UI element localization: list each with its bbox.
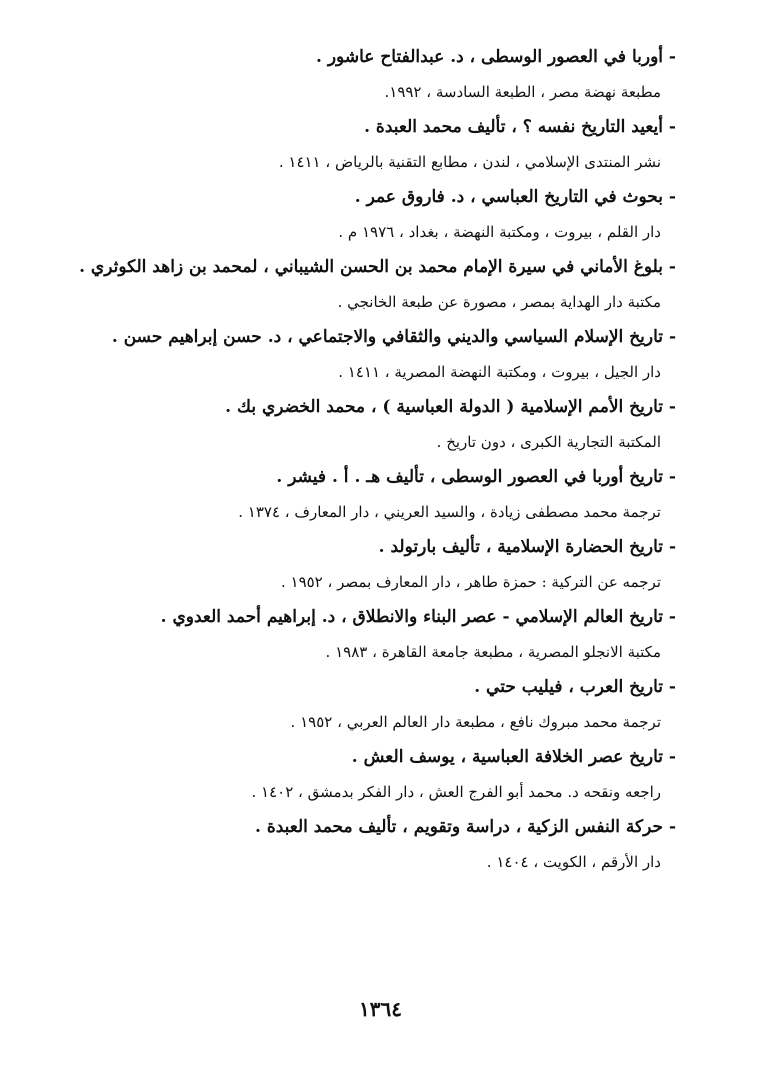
bibliography-entry bbox=[136, 110, 676, 180]
entry-publication: ترجمة محمد مبروك نافع ، مطبعة دار العالم العربي ، ١٩٥٢ . bbox=[290, 713, 661, 731]
entry-title: - أوربا في العصور الوسطى ، د. عبدالفتاح عاشور . bbox=[316, 47, 676, 67]
bibliography-entry bbox=[79, 250, 676, 320]
page-number: ١٣٦٤ bbox=[359, 997, 402, 1021]
entry-publication: مطبعة نهضة مصر ، الطبعة السادسة ، ١٩٩٢. bbox=[384, 83, 661, 101]
entry-title: - أيعيد التاريخ نفسه ؟ ، تأليف محمد العبدة . bbox=[364, 117, 676, 137]
entry-title: - تاريخ العالم الإسلامي - عصر البناء والانطلاق ، د. إبراهيم أحمد العدوي . bbox=[160, 607, 676, 627]
entry-publication: ترجمه عن التركية : حمزة طاهر ، دار المعارف بمصر ، ١٩٥٢ . bbox=[280, 573, 661, 591]
entry-title: - تاريخ الأمم الإسلامية ( الدولة العباسية ) ، محمد الخضري بك . bbox=[225, 397, 676, 417]
entry-title: - بحوث في التاريخ العباسي ، د. فاروق عمر . bbox=[354, 187, 676, 207]
entry-publication: ترجمة محمد مصطفى زيادة ، والسيد العريني ، دار المعارف ، ١٣٧٤ . bbox=[238, 503, 661, 521]
bibliography-entry bbox=[136, 530, 676, 600]
entry-publication: دار الجيل ، بيروت ، ومكتبة النهضة المصرية ، ١٤١١ . bbox=[338, 363, 661, 381]
entry-publication: دار القلم ، بيروت ، ومكتبة النهضة ، بغداد ، ١٩٧٦ م . bbox=[338, 223, 661, 241]
bibliography-entry bbox=[136, 600, 676, 670]
bibliography-entry bbox=[136, 810, 676, 880]
entry-publication: المكتبة التجارية الكبرى ، دون تاريخ . bbox=[436, 433, 661, 451]
entry-publication: راجعه ونقحه د. محمد أبو الفرج العش ، دار الفكر بدمشق ، ١٤٠٢ . bbox=[251, 783, 661, 801]
entry-title: - تاريخ الحضارة الإسلامية ، تأليف بارتولد . bbox=[378, 537, 676, 557]
bibliography-entry bbox=[136, 390, 676, 460]
entry-publication: دار الأرقم ، الكويت ، ١٤٠٤ . bbox=[486, 853, 661, 871]
entry-publication: مكتبة دار الهداية بمصر ، مصورة عن طبعة الخانجي . bbox=[337, 293, 661, 311]
entry-title: - بلوغ الأماني في سيرة الإمام محمد بن الحسن الشيباني ، لمحمد بن زاهد الكوثري . bbox=[79, 257, 676, 277]
entry-title: - حركة النفس الزكية ، دراسة وتقويم ، تأليف محمد العبدة . bbox=[254, 817, 676, 837]
bibliography-entry bbox=[136, 180, 676, 250]
bibliography-entry bbox=[111, 320, 676, 390]
entry-title: - تاريخ الإسلام السياسي والديني والثقافي والاجتماعي ، د. حسن إبراهيم حسن . bbox=[111, 327, 676, 347]
bibliography-list bbox=[79, 40, 676, 880]
entry-publication: مكتبة الانجلو المصرية ، مطبعة جامعة القاهرة ، ١٩٨٣ . bbox=[325, 643, 661, 661]
entry-title: - تاريخ عصر الخلافة العباسية ، يوسف العش . bbox=[351, 747, 676, 767]
bibliography-entry bbox=[136, 740, 676, 810]
entry-title: - تاريخ العرب ، فيليب حتي . bbox=[474, 677, 676, 697]
entry-title: - تاريخ أوربا في العصور الوسطى ، تأليف هـ . أ . فيشر . bbox=[276, 467, 676, 487]
entry-publication: نشر المنتدى الإسلامي ، لندن ، مطابع التقنية بالرياض ، ١٤١١ . bbox=[278, 153, 661, 171]
bibliography-entry bbox=[136, 670, 676, 740]
bibliography-entry bbox=[136, 460, 676, 530]
bibliography-entry bbox=[136, 40, 676, 110]
